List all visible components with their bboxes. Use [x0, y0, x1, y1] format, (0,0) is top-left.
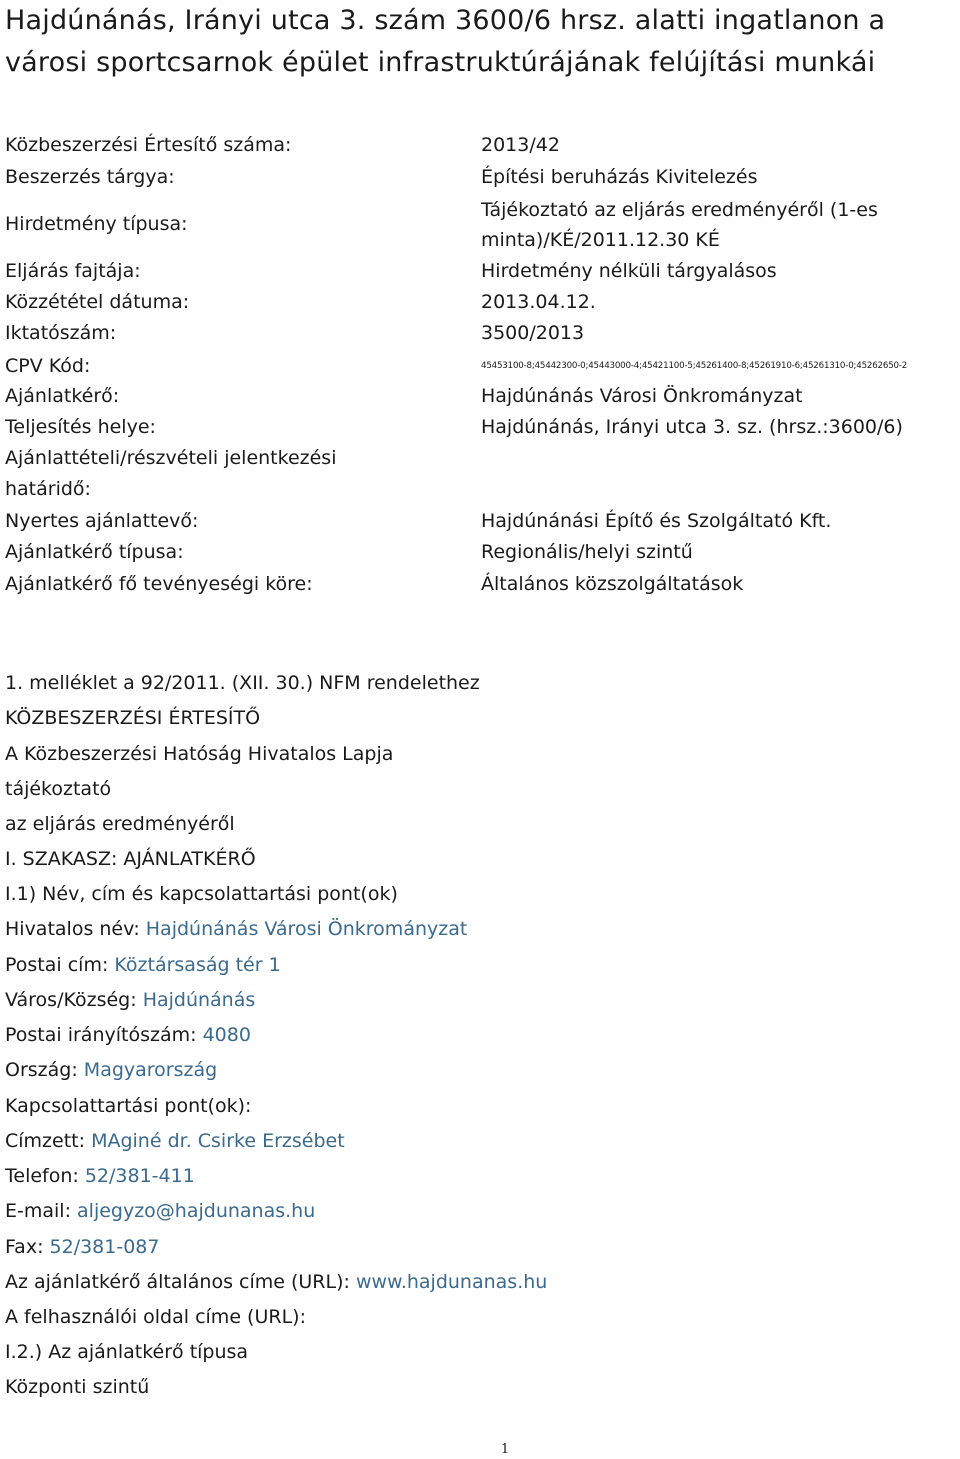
summary-label: határidő: [5, 478, 91, 500]
summary-value: Általános közszolgáltatások [481, 573, 744, 595]
summary-label: CPV Kód: [5, 355, 91, 377]
fax-line [5, 1234, 159, 1260]
field-label: Címzett: [5, 1130, 92, 1152]
city-line [5, 987, 255, 1013]
postcode-line [5, 1022, 251, 1048]
summary-value: 2013.04.12. [481, 291, 596, 313]
gazette-subtitle: A Közbeszerzési Hatóság Hivatalos Lapja [5, 743, 394, 765]
summary-value: Regionális/helyi szintű [481, 541, 693, 563]
summary-label: Ajánlatkérő fő tevényeségi köre: [5, 573, 313, 595]
summary-value: Hajdúnánás Városi Önkrományzat [481, 385, 803, 407]
summary-label: Közbeszerzési Értesítő száma: [5, 134, 292, 156]
summary-value: 45453100-8;45442300-0;45443000-4;45421100-5;45261400-8;45261910-6;45261310-0;45262650-2 [481, 361, 908, 371]
url-line [5, 1269, 547, 1295]
official-name-line [5, 916, 467, 942]
summary-label: Ajánlatkérő: [5, 385, 120, 407]
buyer-profile-label: A felhasználói oldal címe (URL): [5, 1306, 306, 1328]
subsection-heading: I.2.) Az ajánlatkérő típusa [5, 1341, 249, 1363]
country-value: Magyarország [83, 1059, 218, 1081]
contact-points-label: Kapcsolattartási pont(ok): [5, 1095, 252, 1117]
field-label: Postai irányítószám: [5, 1024, 203, 1046]
section-heading: I. SZAKASZ: AJÁNLATKÉRŐ [5, 848, 256, 870]
summary-value: 3500/2013 [481, 322, 585, 344]
summary-label: Eljárás fajtája: [5, 260, 141, 282]
summary-label: Hirdetmény típusa: [5, 213, 188, 235]
postal-address-line [5, 952, 281, 978]
buyer-type-value: Központi szintű [5, 1376, 150, 1398]
summary-value: Tájékoztató az eljárás eredményéről (1-es minta)/KÉ/2011.12.30 KÉ [481, 199, 878, 251]
field-label: Fax: [5, 1236, 50, 1258]
notice-subtitle: az eljárás eredményéről [5, 813, 235, 835]
page-title: Hajdúnánás, Irányi utca 3. szám 3600/6 hrsz. alatti ingatlanon a városi sportcsarnok épület infrastruktúrájának felújítási munkái [5, 5, 886, 78]
website-link[interactable]: www.hajdunanas.hu [355, 1271, 548, 1293]
summary-value: Hajdúnánási Építő és Szolgáltató Kft. [481, 510, 832, 532]
field-label: Az ajánlatkérő általános címe (URL): [5, 1271, 356, 1293]
field-label: E-mail: [5, 1200, 78, 1222]
page-number: 1 [500, 1442, 510, 1457]
city-value: Hajdúnánás [142, 989, 256, 1011]
summary-value: 2013/42 [481, 134, 560, 156]
postal-address-value: Köztársaság tér 1 [114, 954, 281, 976]
official-name-value: Hajdúnánás Városi Önkrományzat [145, 918, 468, 940]
summary-label: Ajánlattételi/részvételi jelentkezési [5, 447, 337, 469]
summary-value: Hirdetmény nélküli tárgyalásos [481, 260, 777, 282]
email-link[interactable]: aljegyzo@hajdunanas.hu [77, 1200, 316, 1222]
summary-label: Teljesítés helye: [5, 416, 156, 438]
gazette-title: KÖZBESZERZÉSI ÉRTESÍTŐ [5, 707, 261, 729]
field-label: Hivatalos név: [5, 918, 146, 940]
summary-label: Nyertes ajánlattevő: [5, 510, 199, 532]
annex-heading: 1. melléklet a 92/2011. (XII. 30.) NFM rendelethez [5, 672, 480, 694]
fax-value: 52/381-087 [49, 1236, 160, 1258]
phone-line [5, 1163, 195, 1189]
email-line [5, 1198, 315, 1224]
summary-label: Beszerzés tárgya: [5, 166, 175, 188]
country-line [5, 1057, 217, 1083]
field-label: Város/Község: [5, 989, 143, 1011]
addressee-line [5, 1128, 345, 1154]
addressee-value: MAginé dr. Csirke Erzsébet [91, 1130, 345, 1152]
summary-label: Ajánlatkérő típusa: [5, 541, 184, 563]
summary-value: Hajdúnánás, Irányi utca 3. sz. (hrsz.:3600/6) [481, 416, 903, 438]
field-label: Ország: [5, 1059, 84, 1081]
postcode-value: 4080 [202, 1024, 251, 1046]
summary-label: Iktatószám: [5, 322, 117, 344]
field-label: Postai cím: [5, 954, 115, 976]
summary-value: Építési beruházás Kivitelezés [481, 166, 758, 188]
phone-value: 52/381-411 [84, 1165, 195, 1187]
field-label: Telefon: [5, 1165, 85, 1187]
notice-type: tájékoztató [5, 778, 112, 800]
subsection-heading: I.1) Név, cím és kapcsolattartási pont(ok) [5, 883, 398, 905]
summary-label: Közzététel dátuma: [5, 291, 190, 313]
